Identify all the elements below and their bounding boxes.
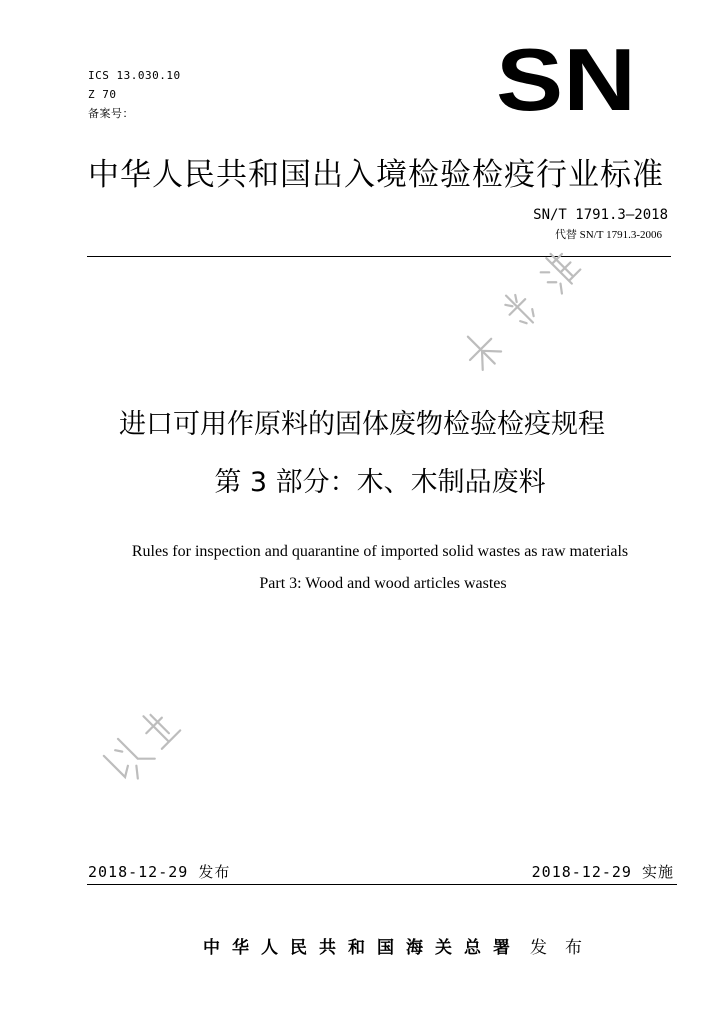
sn-logo-icon [494, 40, 638, 114]
category-code: Z 70 [88, 88, 117, 101]
document-title-zh: 进口可用作原料的固体废物检验检疫规程 [119, 409, 605, 440]
standard-number: SN/T 1791.3—2018 [533, 207, 668, 223]
document-subtitle-en: Part 3: Wood and wood articles wastes [259, 575, 507, 592]
publish-action: 发布 [530, 938, 600, 958]
document-title-en: Rules for inspection and quarantine of imported solid wastes as raw materials [131, 543, 629, 560]
document-subtitle-zh: 第 3 部分：木、木制品废料 [214, 467, 546, 498]
classification-block [88, 66, 181, 123]
replaced-standard: 代替 SN/T 1791.3-2006 [554, 229, 662, 241]
issue-date: 2018-12-29 发布 [88, 863, 231, 881]
issuing-standard-category: 中华人民共和国出入境检验检疫行业标准 [88, 157, 664, 193]
footer-divider [87, 884, 677, 885]
header-divider [87, 256, 671, 257]
implementation-date: 2018-12-29 实施 [531, 863, 674, 881]
publisher-organization: 中华人民共和国海关总署 [203, 938, 522, 958]
ics-code: ICS 13.030.10 [88, 69, 181, 82]
svg-text:SN: SN [496, 40, 636, 114]
publisher-line [203, 936, 600, 960]
filing-number-label: 备案号： [88, 107, 134, 120]
